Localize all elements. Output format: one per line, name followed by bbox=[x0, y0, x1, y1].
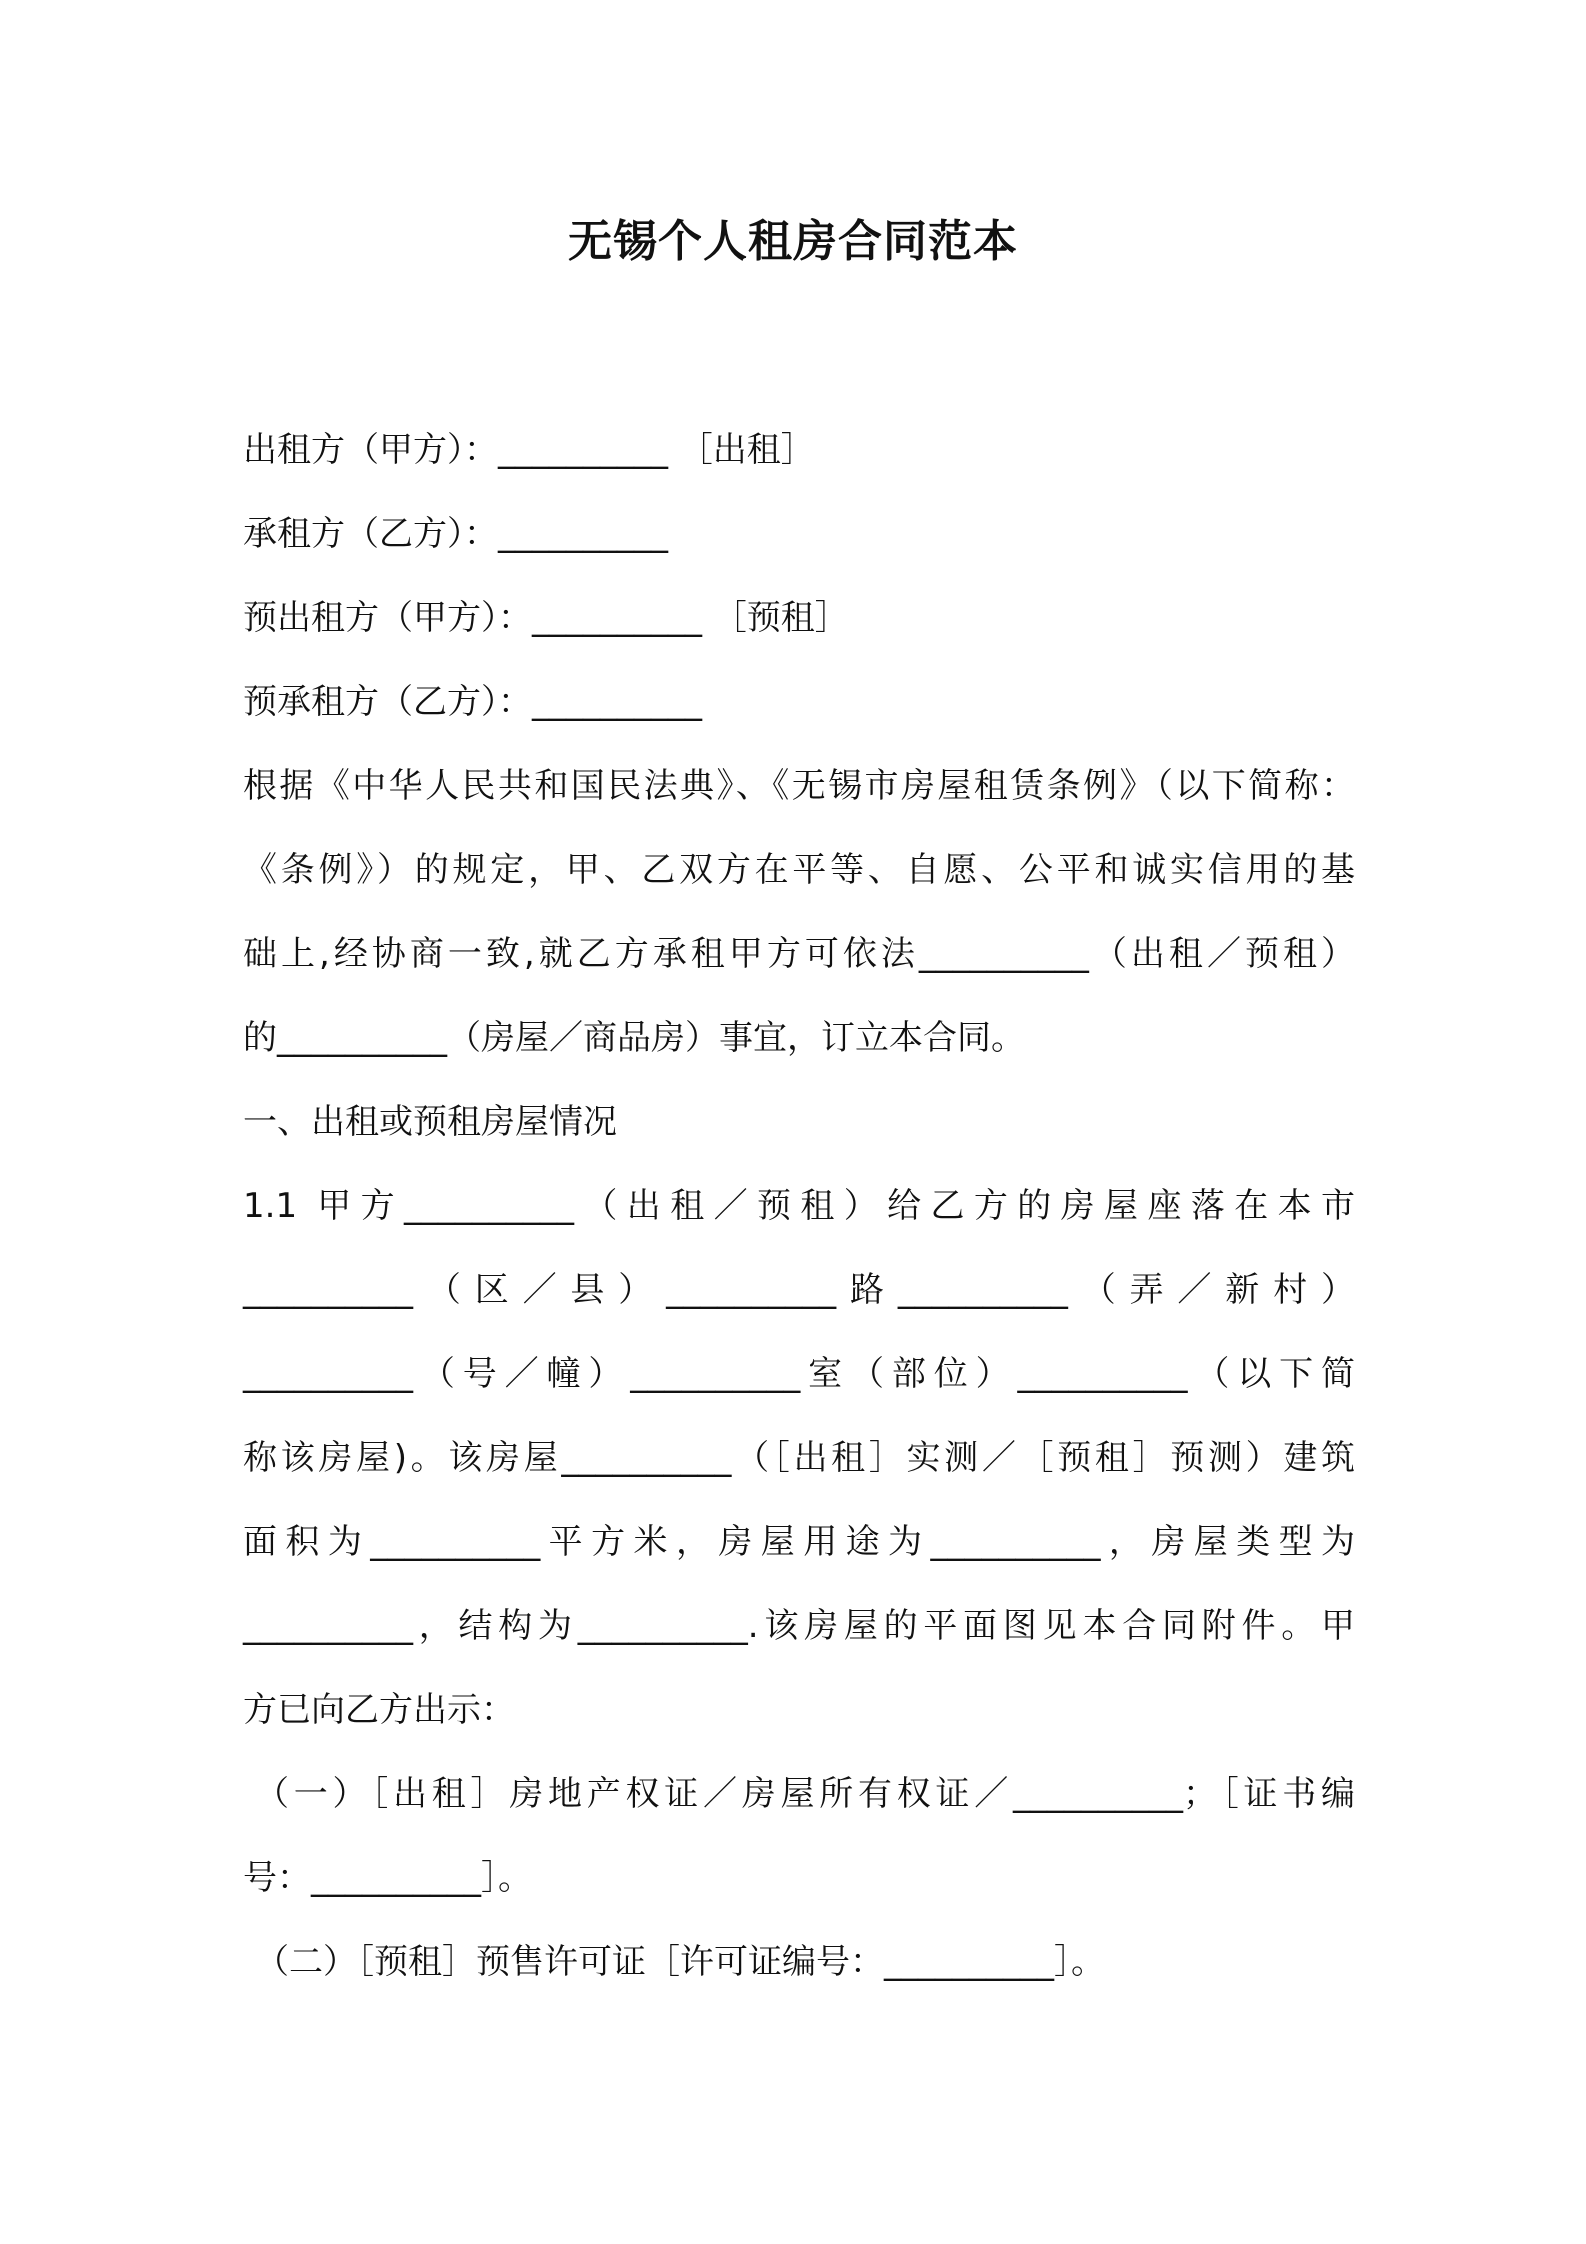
document-body bbox=[243, 408, 1355, 2004]
clause-1-1-line-2: __________（区／县）__________路__________（弄／新村） bbox=[243, 1270, 1355, 1310]
item-1-line-1: （一）［出租］房地产权证／房屋所有权证／__________；［证书编 bbox=[255, 1774, 1355, 1814]
preamble-line-1: 根据《中华人民共和国民法典》、《无锡市房屋租赁条例》（以下简称： bbox=[243, 766, 1355, 806]
item-2-line: （二）［预租］预售许可证［许可证编号：__________］。 bbox=[255, 1942, 1105, 1982]
section-heading: 一、出租或预租房屋情况 bbox=[243, 1102, 617, 1142]
document-title: 无锡个人租房合同范本 bbox=[568, 216, 1018, 267]
pre-lessor-line: 预出租方（甲方）：__________ ［预租］ bbox=[243, 598, 849, 638]
preamble-line-2: 《条例》）的规定，甲、乙双方在平等、自愿、公平和诚实信用的基 bbox=[243, 850, 1355, 890]
clause-1-1-line-7: 方已向乙方出示： bbox=[243, 1690, 515, 1730]
item-1-line-2: 号：__________］。 bbox=[243, 1858, 532, 1898]
clause-1-1-line-6: __________，结构为__________.该房屋的平面图见本合同附件。甲 bbox=[243, 1606, 1355, 1646]
clause-1-1-line-5: 面积为__________平方米，房屋用途为__________，房屋类型为 bbox=[243, 1522, 1355, 1562]
preamble-line-4: 的__________（房屋／商品房）事宜，订立本合同。 bbox=[243, 1018, 1025, 1058]
preamble-line-3: 础上,经协商一致,就乙方承租甲方可依法__________（出租／预租） bbox=[243, 934, 1355, 974]
lessee-line: 承租方（乙方）：__________ bbox=[243, 514, 668, 554]
clause-1-1-line-4: 称该房屋)。该房屋__________（［出租］实测／［预租］预测）建筑 bbox=[243, 1438, 1355, 1478]
clause-1-1-line-3: __________（号／幢）__________室（部位）__________（以下简 bbox=[243, 1354, 1355, 1394]
pre-lessee-line: 预承租方（乙方）：__________ bbox=[243, 682, 702, 722]
lessor-line: 出租方（甲方）：__________ ［出租］ bbox=[243, 430, 815, 470]
clause-1-1-line-1: 1.1 甲方__________（出租／预租）给乙方的房屋座落在本市 bbox=[243, 1186, 1355, 1226]
